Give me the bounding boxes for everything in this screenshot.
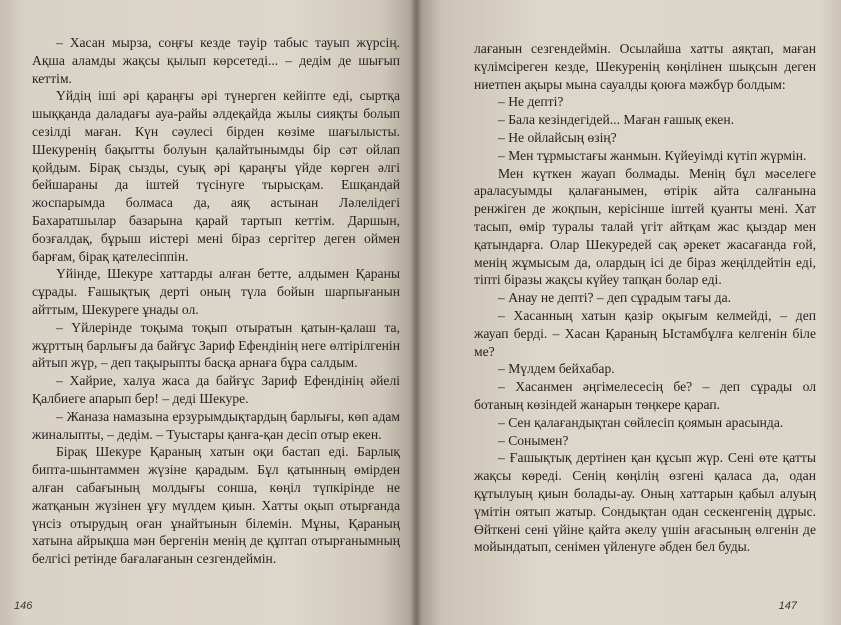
paragraph: – Хасанмен әңгімелесесің бе? – деп сұрады ол ботаның көзіндей жанарын төңкере қарап. bbox=[474, 379, 816, 412]
paragraph: – Не депті? bbox=[498, 94, 564, 110]
left-page bbox=[0, 0, 416, 625]
page-number-left: 146 bbox=[14, 600, 33, 612]
paragraph-continuation: лағанын сезгендеймін. Осылайша хатты аяқтап, маған күлімсіреген кезде, Шекуренің көңілінен шықсын деген ниетпен ақыры мына сауалды қоюға мәжбүр болдым: bbox=[474, 41, 816, 92]
paragraph: Үйдің іші әрі қараңғы әрі түнерген кейіпте еді, сыртқа шыққанда даладағы ауа-райы әлдеқайда жылы сияқты болып сезілді маған. Күн сәулесі бірден көзіме шағылысты. Шекуренің бақытты болуын қалайтынымды бір сәт ойлап қойдым. Бірақ сызды, суық әрі қараңғы үйде көрген әлгі бейшараны да іштей түсінуге тырысқам. Ешқандай жоспарымда болмаса да, аяқ астынан Ләлелідегі Бахаратшылар базарына қарай тартып кеттім. Даршын, бозғалдақ, бұрыш иістері мені біраз сергітер деген оймен барғам, бірақ қателесіппін. bbox=[32, 88, 400, 264]
paragraph: – Анау не депті? – деп сұрадым тағы да. bbox=[498, 290, 732, 306]
left-page-text bbox=[32, 34, 400, 568]
paragraph: Мен күткен жауап болмады. Менің бұл мәселеге араласуымды қалағанымен, өтірік айта салғанына ренжіген де жоқпын, керісінше іштей қуанты мені. Хат тасып, өмір туралы талай үгіт айтқам жас қыздар мен қатындарға. Олар Шекуредей сақ әрекет жасағанда ғой, менің жұмысым да, олардың ісі де біраз жеңілдейтін еді, тіпті біразы жақсы күйеу тапқан болар еді. bbox=[474, 165, 816, 288]
paragraph: – Жаназа намазына ерзурымдықтардың барлығы, көп адам жиналыпты, – дедім. – Туыстары қанға-қан десіп отыр екен. bbox=[32, 408, 400, 442]
paragraph: – Хасанның хатын қазір оқығым келмейді, – деп жауап берді. – Хасан Қараның Ыстамбұлға келгенін біле ме? bbox=[474, 307, 816, 359]
paragraph: – Ғашықтық дертінен қан құсып жүр. Сені өте қатты жақсы көреді. Сенің көңілің өзгені қаласа да, одан құтылуың қиын болады-ау. Оның хаттарын қабыл алуың үмітін оятып жатыр. Сондықтан одан сескенгенің дұрыс. Өйткені сені үйіне қайта әкелу үшін ағасының өлгенін де мойындатып, сенімен үйленуге әбден бел буды. bbox=[474, 450, 816, 555]
paragraph: – Не ойлайсың өзің? bbox=[498, 129, 617, 145]
paragraph: – Бала кезіндегідей... Маған ғашық екен. bbox=[498, 112, 734, 128]
paragraph: – Сен қалағандықтан сөйлесіп қоямын арасында. bbox=[498, 414, 784, 430]
page-number-right: 147 bbox=[778, 600, 797, 612]
paragraph: Үйінде, Шекуре хаттарды алған бетте, алдымен Қараны сұрады. Ғашықтық дерті оның түла бойын шарпығанын айттым, Шекуреге ұнады ол. bbox=[32, 266, 400, 317]
paragraph: – Мүлдем бейхабар. bbox=[498, 361, 615, 377]
right-page bbox=[416, 0, 841, 625]
right-page-text bbox=[474, 40, 816, 556]
paragraph: – Хайрие, халуа жаса да байғұс Зариф Ефендінің әйелі Қалбиеге апарып бер! – деді Шекуре. bbox=[32, 373, 400, 406]
paragraph: Бірақ Шекуре Қараның хатын оқи бастап еді. Барлық бипта-шынтаммен жүзіне қарадым. Бұл қатынның өмірден алған сабағының молдығы соншa, көңіл түпкірінде не жатқанын жүзінен ұғу мүлдем қиын. Хатты оқып отырғанда үнсіз отырудың оған ұнайтынын білемін. Мұны, Қараның хатына айрықша мән бергенін менің де құптап отырғанымның белгісі ретінде бағалағанын сезгендеймін. bbox=[32, 444, 400, 567]
paragraph: – Үйлерінде тоқыма тоқып отыратын қатын-қалаш та, жұрттың барлығы да байғұс Зариф Ефендінің неге өлтірілгенін айтып жүр, – деп тақырыпты басқа арнаға бұра салдым. bbox=[32, 319, 400, 371]
paragraph: – Мен тұрмыстағы жанмын. Күйеуімді күтіп жүрмін. bbox=[498, 147, 807, 163]
paragraph: – Хасан мырза, соңғы кезде тәуір табыс тауып жүрсің. Ақша аламды жақсы қылып көрсетеді... – дедім де шығып кеттім. bbox=[32, 35, 400, 86]
paragraph: – Сонымен? bbox=[498, 432, 569, 448]
book-gutter bbox=[410, 0, 422, 625]
